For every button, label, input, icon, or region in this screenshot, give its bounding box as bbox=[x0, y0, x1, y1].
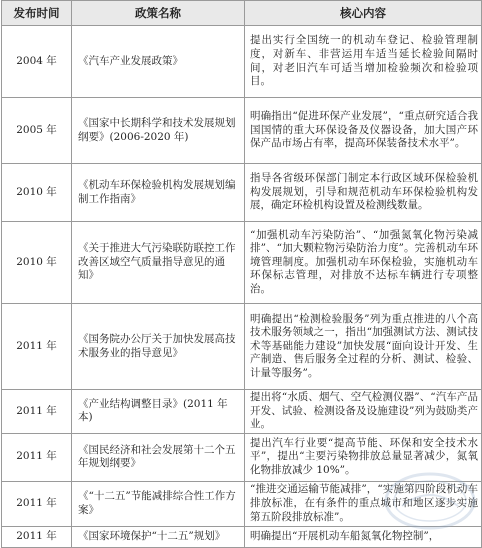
core-content: 明确提出“开展机动车船氮氧化物控制”， bbox=[245, 526, 482, 547]
policy-name: 《国家中长期科学和技术发展规划纲要》(2006-2020 年) bbox=[72, 98, 245, 164]
policy-name: 《汽车产业发展政策》 bbox=[72, 26, 245, 98]
policy-name: 《机动车环保检验机构发展规划编制工作指南》 bbox=[72, 164, 245, 222]
core-content: 提出将“水质、烟气、空气检测仪器”、“汽车产品开发、试验、检测设备及设施建设”列为鼓励类产业。 bbox=[245, 390, 482, 434]
policy-name: 《关于推进大气污染联防联控工作改善区域空气质量指导意见的通知》 bbox=[72, 222, 245, 304]
table-row bbox=[2, 433, 482, 481]
table-row bbox=[2, 26, 482, 98]
table-row bbox=[2, 222, 482, 304]
core-content: 提出汽车行业要“提高节能、环保和安全技术水平”，提出“主要污染物排放总量显著减少，氮氧化物排放减少 10%”。 bbox=[245, 433, 482, 481]
publish-year: 2011 年 bbox=[2, 526, 72, 547]
publish-year: 2011 年 bbox=[2, 304, 72, 390]
header-row bbox=[2, 1, 482, 26]
publish-year: 2011 年 bbox=[2, 390, 72, 434]
header-core-content: 核心内容 bbox=[245, 1, 482, 26]
core-content: 明确提出“检测检验服务”列为重点推进的八个高技术服务领域之一，指出“加强测试方法、测试技术等基础能力建设”加快发展“面向设计开发、生产制造、售后服务全过程的分析、测试、检验、计量等服务”。 bbox=[245, 304, 482, 390]
table-row bbox=[2, 526, 482, 547]
core-content: “推进交通运输节能减排”，“实施第四阶段机动车排放标准，在有条件的重点城市和地区逐步实施第五阶段排放标准”。 bbox=[245, 481, 482, 526]
table-row bbox=[2, 304, 482, 390]
core-content: “加强机动车污染防治”、“加强氮氧化物污染减排”、“加大颗粒物污染防治力度”。完善机动车环境管理制度。加强机动车环保检验，实施机动车环保标志管理，对排放不达标车辆进行专项整治。 bbox=[245, 222, 482, 304]
policy-name: 《国家环境保护“十二五”规划》 bbox=[72, 526, 245, 547]
header-policy-name: 政策名称 bbox=[72, 1, 245, 26]
publish-year: 2004 年 bbox=[2, 26, 72, 98]
publish-year: 2011 年 bbox=[2, 433, 72, 481]
policy-name: 《国务院办公厅关于加快发展高技术服务业的指导意见》 bbox=[72, 304, 245, 390]
publish-year: 2011 年 bbox=[2, 481, 72, 526]
header-date: 发布时间 bbox=[2, 1, 72, 26]
core-content: 明确指出“促进环保产业发展”，“重点研究适合我国国情的重大环保设备及仪器设备，加大国产环保产品市场占有率，提高环保装备技术水平”。 bbox=[245, 98, 482, 164]
table-row bbox=[2, 481, 482, 526]
publish-year: 2010 年 bbox=[2, 222, 72, 304]
policy-name: 《“十二五”节能减排综合性工作方案》 bbox=[72, 481, 245, 526]
table-row bbox=[2, 390, 482, 434]
publish-year: 2005 年 bbox=[2, 98, 72, 164]
policy-name: 《产业结构调整目录》(2011 年本) bbox=[72, 390, 245, 434]
publish-year: 2010 年 bbox=[2, 164, 72, 222]
table-row bbox=[2, 98, 482, 164]
core-content: 指导各省级环保部门制定本行政区域环保检验机构发展规划，引导和规范机动车环保检验机构发展，确定环检机构设置及检测线数量。 bbox=[245, 164, 482, 222]
core-content: 提出实行全国统一的机动车登记、检验管理制度，对新车、非营运用车适当延长检验间隔时间，对老旧汽车可适当增加检验频次和检验项目。 bbox=[245, 26, 482, 98]
policy-name: 《国民经济和社会发展第十二个五年规划纲要》 bbox=[72, 433, 245, 481]
policy-table bbox=[1, 0, 482, 548]
table-row bbox=[2, 164, 482, 222]
